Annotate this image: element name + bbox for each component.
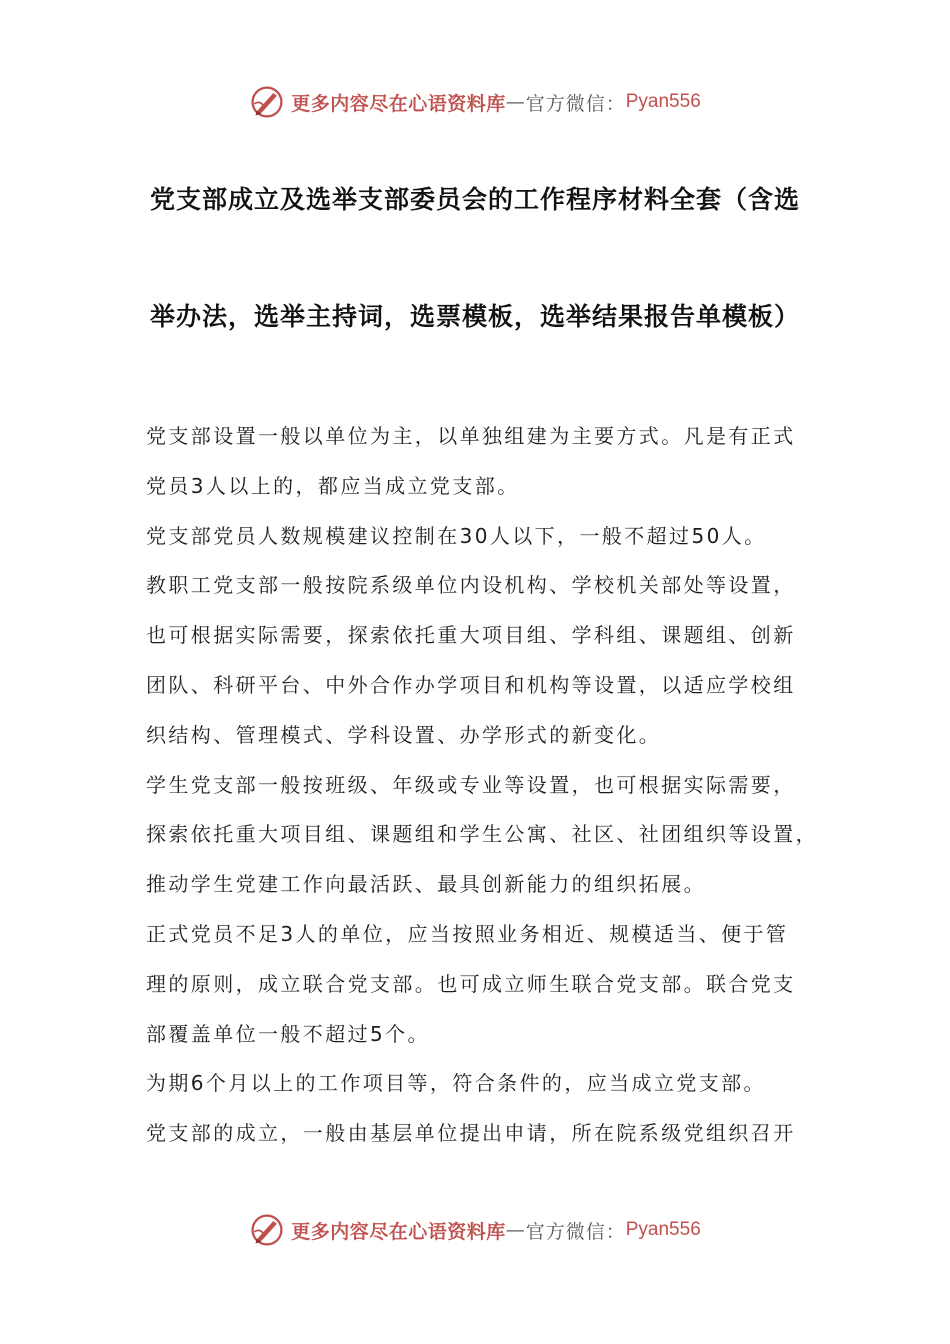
body-line: 探索依托重大项目组、课题组和学生公寓、社区、社团组织等设置， [146, 822, 818, 847]
body-line: 推动学生党建工作向最活跃、最具创新能力的组织拓展。 [146, 872, 706, 897]
banner-dash: — [505, 91, 526, 113]
footer-banner [0, 1208, 950, 1252]
document-title-line-2: 举办法，选举主持词，选票模板，选举结果报告单模板） [149, 302, 800, 331]
body-line: 党支部党员人数规模建议控制在30人以下，一般不超过50人。 [146, 523, 767, 548]
body-line: 学生党支部一般按班级、年级或专业等设置，也可根据实际需要， [146, 772, 796, 797]
body-line: 部覆盖单位一般不超过5个。 [146, 1021, 430, 1046]
pen-logo-icon [249, 1212, 285, 1248]
wechat-id: Pyan556 [625, 91, 701, 112]
wechat-id: Pyan556 [625, 1219, 701, 1240]
body-line: 正式党员不足3人的单位，应当按照业务相近、规模适当、便于管 [146, 921, 789, 946]
wechat-label: 官方微信： [525, 92, 626, 115]
body-line: 理的原则，成立联合党支部。也可成立师生联合党支部。联合党支 [146, 971, 796, 996]
body-line: 党员3人以上的，都应当成立党支部。 [146, 473, 520, 498]
pen-logo-icon [249, 84, 285, 120]
promo-text: 更多内容尽在心语资料库 [291, 92, 506, 115]
body-line: 织结构、管理模式、学科设置、办学形式的新变化。 [146, 722, 662, 747]
document-body [146, 412, 826, 1159]
body-line: 党支部的成立，一般由基层单位提出申请，所在院系级党组织召开 [146, 1121, 796, 1146]
banner-dash: — [505, 1219, 526, 1241]
body-line: 教职工党支部一般按院系级单位内设机构、学校机关部处等设置， [146, 573, 796, 598]
body-line: 团队、科研平台、中外合作办学项目和机构等设置，以适应学校组 [146, 672, 796, 697]
body-line: 为期6个月以上的工作项目等，符合条件的，应当成立党支部。 [146, 1071, 766, 1096]
body-line: 党支部设置一般以单位为主，以单独组建为主要方式。凡是有正式 [146, 424, 796, 448]
document-title-line-1: 党支部成立及选举支部委员会的工作程序材料全套（含选 [149, 185, 800, 214]
wechat-label: 官方微信： [525, 1220, 626, 1243]
header-banner [0, 80, 950, 124]
promo-text: 更多内容尽在心语资料库 [291, 1220, 506, 1243]
body-line: 也可根据实际需要，探索依托重大项目组、学科组、课题组、创新 [146, 623, 796, 648]
